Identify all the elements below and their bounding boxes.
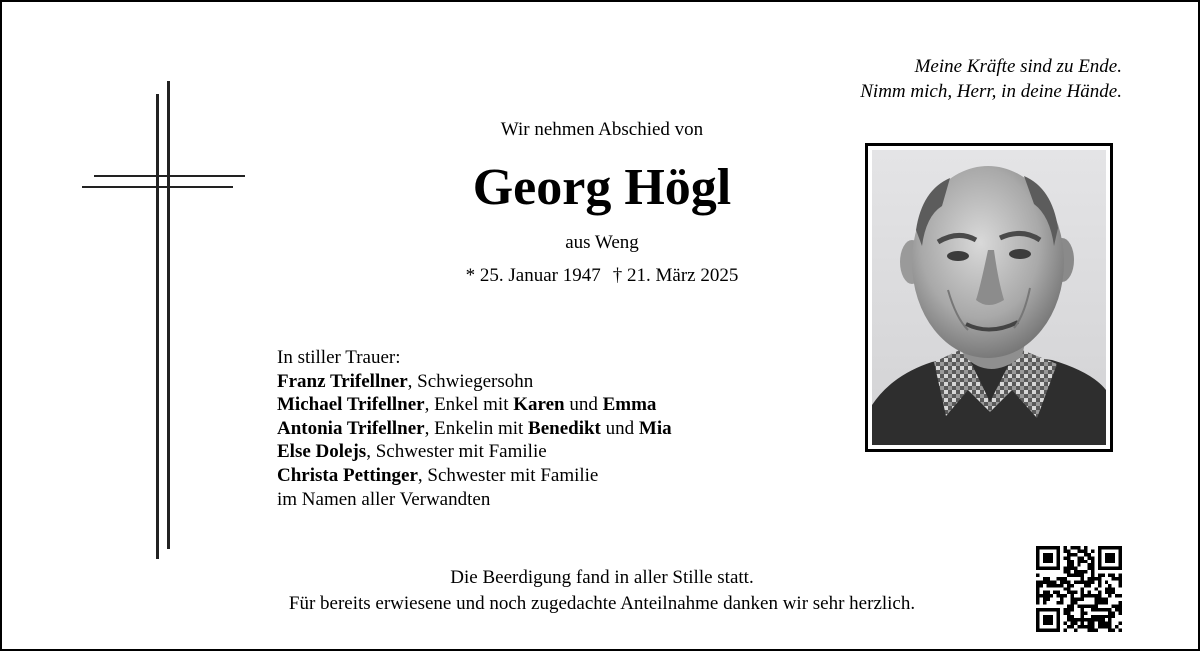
mourners-entries [277, 370, 672, 488]
mourner-name: Christa Pettinger [277, 464, 418, 486]
intro-text: Wir nehmen Abschied von [500, 119, 704, 140]
closing-text [202, 565, 1002, 617]
mourners-heading: In stiller Trauer: [277, 347, 401, 368]
mourner-entry [277, 464, 672, 488]
mourner-name: Franz Trifellner [277, 370, 408, 392]
origin-text: aus Weng [565, 232, 639, 253]
mourner-name: Michael Trifellner [277, 394, 425, 416]
quote-block [860, 54, 1122, 104]
mourner-relation: , Enkel mit [424, 394, 514, 416]
closing-line-2: Für bereits erwiesene und noch zugedachte Anteilnahme danken wir sehr herzlich. [288, 593, 916, 614]
birth-date: * 25. Januar 1947 [465, 265, 601, 286]
life-dates [302, 265, 902, 287]
mourner-name: Else Dolejs [277, 441, 367, 463]
death-date: † 21. März 2025 [612, 265, 739, 286]
mourner-relation: und [600, 417, 639, 439]
closing-line-1: Die Beerdigung fand in aller Stille statt. [450, 567, 754, 588]
mourner-relation: , Enkelin mit [424, 417, 529, 439]
mourner-relation: , Schwester mit Familie [366, 441, 547, 463]
quote-line-2: Nimm mich, Herr, in deine Hände. [860, 81, 1122, 102]
mourner-relation: , Schwester mit Familie [417, 464, 599, 486]
mourners-list [277, 346, 672, 511]
mourner-relation: und [564, 394, 603, 416]
mourners-footer: im Namen aller Verwandten [277, 488, 491, 510]
mourner-name: Karen [513, 394, 565, 416]
mourner-name: Antonia Trifellner [277, 417, 425, 439]
qr-code-icon[interactable] [1036, 546, 1122, 637]
mourner-name: Emma [602, 394, 657, 416]
mourner-name: Benedikt [528, 417, 601, 439]
mourner-entry [277, 393, 672, 417]
mourner-name: Mia [638, 417, 672, 439]
portrait-photo [865, 143, 1113, 452]
quote-line-1: Meine Kräfte sind zu Ende. [914, 56, 1122, 77]
deceased-name: Georg Högl [472, 159, 732, 216]
mourner-entry [277, 440, 672, 464]
mourner-entry [277, 370, 672, 394]
mourner-relation: , Schwiegersohn [407, 370, 534, 392]
mourner-entry [277, 417, 672, 441]
